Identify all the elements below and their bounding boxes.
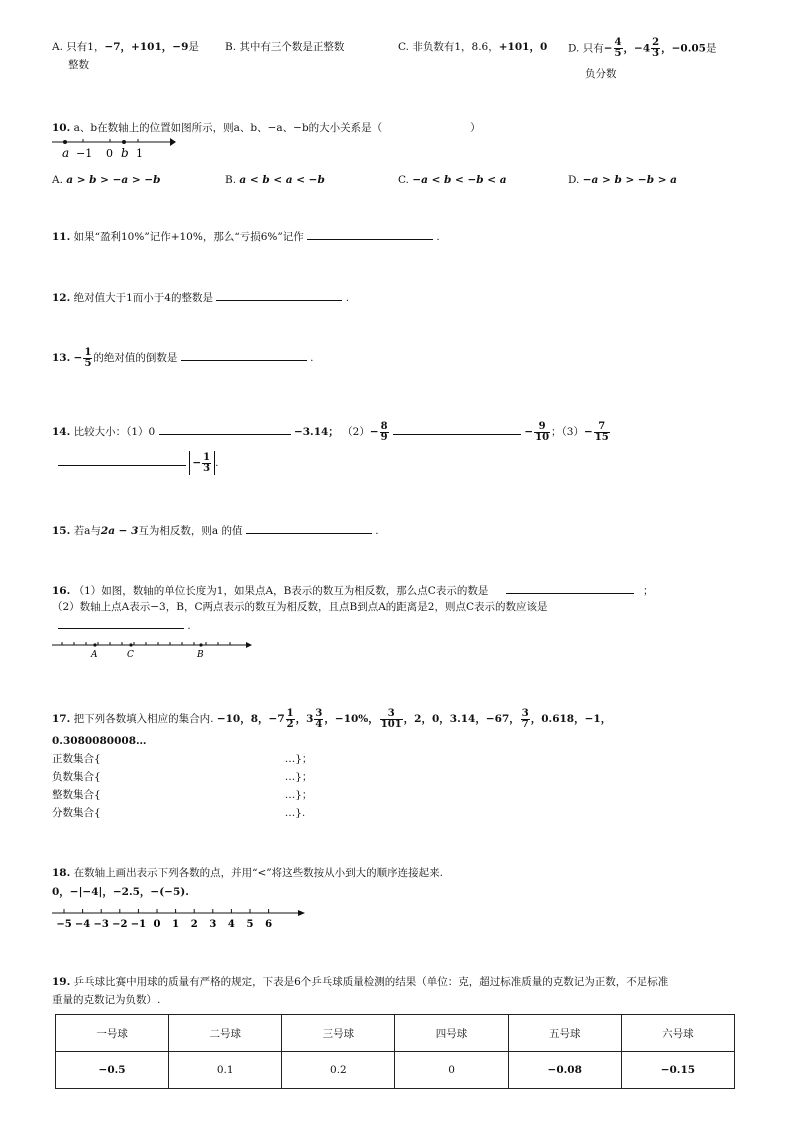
q16-number-line: [52, 639, 254, 661]
axis-label-B: B: [197, 650, 204, 660]
table-cell: −0.08: [508, 1052, 621, 1089]
q11-stem: 11. 如果“盈利10%”记作+10%，那么“亏损6%”记作 .: [52, 228, 440, 244]
q19-line1: 19. 乒乓球比赛中用球的质量有严格的规定，下表是6个乒乓球质量检测的结果（单位：克，超过标准质量的克数记为正数，不足标准: [52, 976, 669, 988]
answer-blank-2[interactable]: [393, 423, 521, 435]
point-A: [93, 643, 96, 646]
axis-label-b: b: [121, 146, 129, 160]
table-header-cell: 一号球: [56, 1015, 169, 1052]
table-cell: 0: [395, 1052, 508, 1089]
axis-label: 0: [153, 919, 161, 930]
fraction: $\frac{7}{15}$: [594, 420, 609, 443]
q9-option-d[interactable]: D. 只有− $\frac{4}{5}$ ，−4 $\frac{2}{3}$ ，−0.05是: [568, 37, 717, 59]
table-header-row: [56, 1015, 735, 1052]
q9-option-a[interactable]: A. 只有1，−7，+101，−9是: [52, 41, 199, 53]
axis-label: 1: [172, 919, 180, 930]
q18-stem: 18. 在数轴上画出表示下列各数的点，并用“<”将这些数按从小到大的顺序连接起来.: [52, 867, 443, 879]
q10-option-a[interactable]: A. a > b > −a > −b: [52, 174, 161, 186]
answer-blank-1[interactable]: [159, 423, 291, 435]
axis-label: −2: [112, 919, 128, 930]
q14-cont: − $\frac{1}{3}$ .: [58, 448, 218, 478]
q19-line2: 重量的克数记为负数）.: [52, 994, 161, 1006]
q17-line2: 0.3080080008…: [52, 735, 147, 747]
axis-label: 2: [190, 919, 198, 930]
q10-option-c[interactable]: C. −a < b < −b < a: [398, 174, 507, 186]
table-cell: −0.5: [56, 1052, 169, 1089]
q17-stem: 17. 把下列各数填入相应的集合内. −10，8，−7 $\frac{1}{2}$ ，3 $\frac{3}{4}$ ，−10%， $\frac{3}{101}$ ，2，0，3.14，−67， $\frac{3}{7}$ ，0.618，−1，: [52, 707, 612, 730]
q15-stem: 15. 若a与2a − 3互为相反数，则a 的值 .: [52, 522, 379, 538]
answer-blank-2[interactable]: [58, 617, 184, 629]
set-negative[interactable]: 负数集合{ …}；: [52, 771, 313, 783]
point-B: [199, 643, 202, 646]
q18-number-line: [52, 906, 308, 930]
table-cell: 0.2: [282, 1052, 395, 1089]
answer-blank[interactable]: [216, 289, 342, 301]
q16-line3: .: [58, 617, 191, 633]
fraction: $\frac{9}{10}$: [535, 420, 550, 443]
axis-label: 4: [227, 919, 235, 930]
axis-label: 5: [246, 919, 254, 930]
axis-label-0: 0: [106, 147, 113, 160]
fraction: $\frac{1}{5}$: [84, 346, 92, 369]
table-header-cell: 四号球: [395, 1015, 508, 1052]
table-row: [56, 1052, 735, 1089]
axis-label: 6: [265, 919, 273, 930]
fraction: $\frac{1}{2}$: [286, 707, 294, 730]
answer-blank-3[interactable]: [58, 454, 186, 466]
fraction: $\frac{3}{101}$: [380, 707, 402, 730]
q10-stem: 10. a、b在数轴上的位置如图所示，则a、b、−a、−b的大小关系是（ ）: [52, 122, 481, 134]
q10-option-d[interactable]: D. −a > b > −b > a: [568, 174, 677, 186]
set-positive[interactable]: 正数集合{ …}；: [52, 753, 313, 765]
axis-label: −4: [74, 919, 91, 930]
answer-blank[interactable]: [307, 228, 433, 240]
axis-ticks: [56, 909, 272, 930]
point-C: [129, 643, 132, 646]
answer-blank-1[interactable]: [506, 582, 634, 594]
point-a: [63, 140, 67, 144]
q10-number-line: [52, 136, 177, 162]
axis-label-A: A: [91, 650, 98, 660]
table-cell: −0.15: [621, 1052, 734, 1089]
axis-label: −5: [56, 919, 72, 930]
axis-label-1: 1: [136, 147, 143, 160]
ball-mass-table: [55, 1014, 735, 1089]
q18-numbers: 0，−|−4|，−2.5，−(−5).: [52, 886, 189, 898]
fraction: $\frac{8}{9}$: [380, 420, 388, 443]
q9-option-b[interactable]: B. 其中有三个数是正整数: [225, 41, 345, 53]
q13-stem: 13. − $\frac{1}{5}$ 的绝对值的倒数是 .: [52, 346, 314, 369]
q9-option-d-cont: 负分数: [585, 68, 617, 80]
axis-label-neg1: −1: [76, 147, 93, 160]
absolute-value: − $\frac{1}{3}$: [189, 451, 215, 475]
table-header-cell: 五号球: [508, 1015, 621, 1052]
fraction: $\frac{3}{7}$: [521, 707, 529, 730]
axis-label: 3: [209, 919, 217, 930]
fraction: $\frac{3}{4}$: [315, 707, 323, 730]
axis-label-a: a: [62, 146, 70, 160]
axis-label: −1: [130, 919, 147, 930]
set-fraction[interactable]: 分数集合{ …}.: [52, 807, 306, 819]
fraction: $\frac{1}{3}$: [203, 451, 211, 474]
q16-line2: （2）数轴上点A表示−3，B，C两点表示的数互为相反数，且点B到点A的距离是2，则点C表示的数应该是: [52, 601, 548, 613]
table-cell: 0.1: [169, 1052, 282, 1089]
axis-label: −3: [93, 919, 109, 930]
table-header-cell: 三号球: [282, 1015, 395, 1052]
answer-blank[interactable]: [181, 349, 307, 361]
fraction: $\frac{2}{3}$: [652, 37, 660, 59]
q16-line1: 16. （1）如图，数轴的单位长度为1，如果点A，B表示的数互为相反数，那么点C表示的数是 ；: [52, 582, 654, 598]
table-header-cell: 六号球: [621, 1015, 734, 1052]
q14-stem: 14. 比较大小：（1）0 −3.14； （2）− $\frac{8}{9}$ − $\frac{9}{10}$ ；（3）− $\frac{7}{15}$: [52, 420, 609, 443]
table-header-cell: 二号球: [169, 1015, 282, 1052]
set-integer[interactable]: 整数集合{ …}；: [52, 789, 313, 801]
q9-option-c[interactable]: C. 非负数有1，8.6，+101，0: [398, 41, 548, 53]
axis-label-C: C: [127, 650, 134, 660]
q9-option-a-cont: 整数: [68, 59, 89, 71]
answer-blank[interactable]: [246, 522, 372, 534]
point-b: [122, 140, 126, 144]
fraction: $\frac{4}{5}$: [614, 37, 622, 59]
q10-option-b[interactable]: B. a < b < a < −b: [225, 174, 325, 186]
q12-stem: 12. 绝对值大于1而小于4的整数是 .: [52, 289, 349, 305]
